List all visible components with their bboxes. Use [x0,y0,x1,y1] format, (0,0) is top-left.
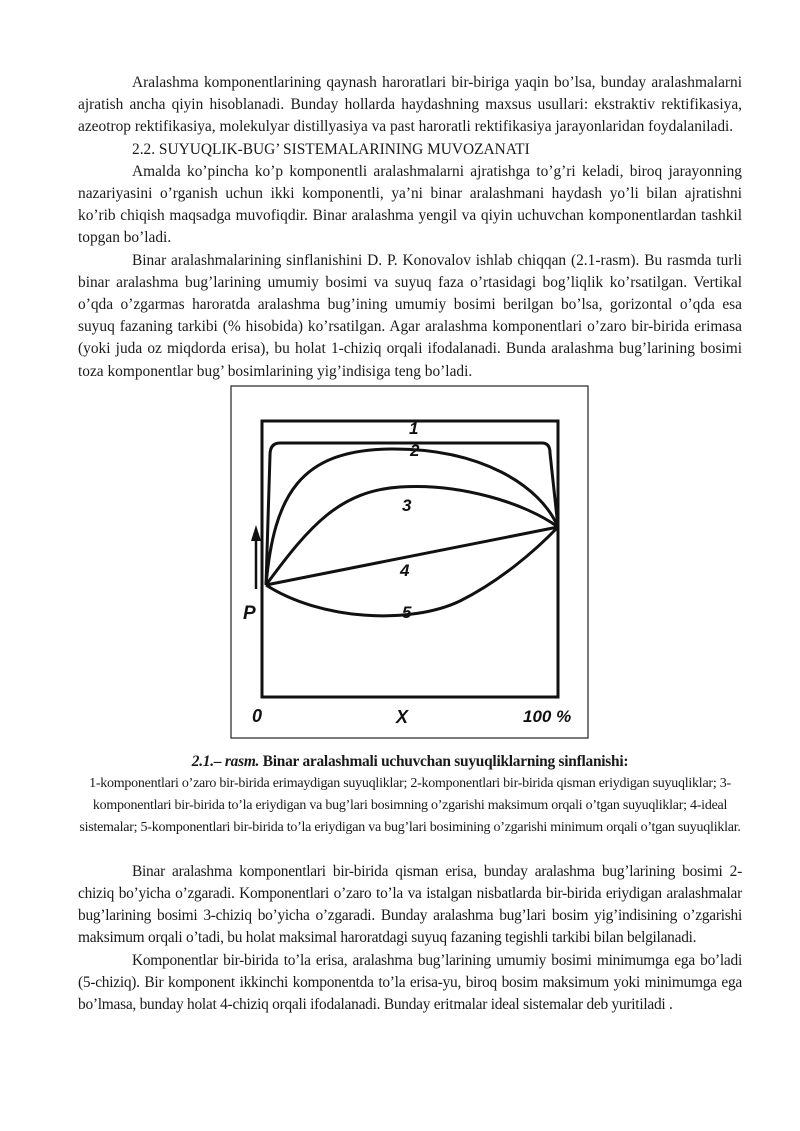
plot-box [262,418,558,697]
paragraph-intro: Aralashma komponentlarining qaynash haroratlari bir-biriga yaqin bo’lsa, bunday aralashmalarni ajratish ancha qiyin hisoblanadi. Bunday hollarda haydashning maxsus usullari: ekstraktiv rektifikasiya, azeotrop rektifikasiya, molekulyar distillyasiya va past haroratli rektifikasiya jarayonlaridan foydalaniladi. [78,74,742,136]
caption-heading [78,751,742,773]
curve-label-5: 5 [402,602,412,622]
curve-label-4: 4 [400,560,410,580]
y-axis-label: P [243,602,256,624]
paragraph-konovalov: Binar aralashmalarining sinflanishini D. P. Konovalov ishlab chiqqan (2.1-rasm). Bu rasmda turli binar aralashma bug’larining umumiy bosimi va suyuq faza o’rtasidagi bog’liqlik ko’rsatilgan. Vertikal o’qda o’zgarmas haroratda aralashma bug’ining umumiy bosimi berilgan bo’lsa, gorizontal o’qda esa suyuq fazaning tarkibi (% hisobida) ko’rsatilgan. Agar aralashma komponentlari o’zaro bir-birida erimasa (yoki juda oz miqdorda erisa), bu holat 1-chiziq orqali ifodalanadi. Bunda aralashma bug’larining bosimi toza komponentlar bug’ bosimlarining yig’indisiga teng bo’ladi. [78,251,742,380]
x-axis-label: X [396,706,409,727]
paragraph-ideal-systems: Komponentlar bir-birida to’la erisa, aralashma bug’larining umumiy bosimi minimumga ega bo’ladi (5-chiziq). Bir komponent ikkinchi komponentda to’la erisa-yu, biroq bosim maksimum yoki minimumga ega bo’lmasa, bunday holat 4-chiziq orqali ifodalanadi. Bunday eritmalar ideal sistemalar deb yuritiladi . [78,951,742,1014]
curve-label-1: 1 [409,418,419,438]
figure-2-1 [230,385,589,739]
caption-title: Binar aralashmali uchuvchan suyuqliklarning sinflanishi: [262,752,629,770]
section-heading: 2.2. SUYUQLIK-BUG’ SISTEMALARINING MUVOZANATI [132,140,530,158]
paragraph-partial-solubility: Binar aralashma komponentlari bir-birida qisman erisa, bunday aralashma bug’larining bosimi 2-chiziq bo’yicha o’zgaradi. Komponentlari o’zaro to’la va istalgan nisbatlarda bir-birida eriydigan aralashmalar bug’larining bosimi 3-chiziq bo’yicha o’zgaradi. Bunday aralashma bug’lari bosim yig’indisining o’zgarishi maksimum orqali o’tadi, bu holat maksimal haroratdagi suyuq fazaning tegishli tarkibi bilan belgilanadi. [78,862,742,947]
figure-caption [78,751,742,839]
caption-text: 1-komponentlari o’zaro bir-birida erimaydigan suyuqliklar; 2-komponentlari bir-birida qisman eriydigan suyuqliklar; 3-komponentlari bir-birida to’la eriydigan va bug’lari bosimning o’zgarishi maksimum orqali o’tgan suyuqliklar; 4-ideal sistemalar; 5-komponentlari bir-birida to’la eriydigan va bug’lari bosimining o’zgarishi minimum orqali o’tgan suyuqliklar. [79,775,741,835]
curve-2 [266,449,558,585]
x-start-label: 0 [252,705,263,726]
curve-5 [266,527,558,616]
curve-label-3: 3 [402,495,412,515]
x-end-label: 100 % [523,706,572,726]
curve-label-2: 2 [410,440,420,460]
paragraph-binary-mixture: Amalda ko’pincha ko’p komponentli aralashmalarni ajratishga to’g’ri keladi, biroq jarayonning nazariyasini o’rganish uchun ikki komponentli, ya’ni binar aralashmani haydash yo’li bilan ajratishni ko’rib chiqish maqsadga muvofiqdir. Binar aralashma yengil va qiyin uchuvchan komponentlardan tashkil topgan bo’ladi. [78,162,742,247]
caption-number: 2.1.– rasm. [191,752,260,770]
figure-diagram [230,385,589,739]
curve-4 [266,527,558,585]
curve-1 [266,440,558,585]
y-axis-arrow-icon [251,525,261,541]
document-page [78,72,742,1016]
